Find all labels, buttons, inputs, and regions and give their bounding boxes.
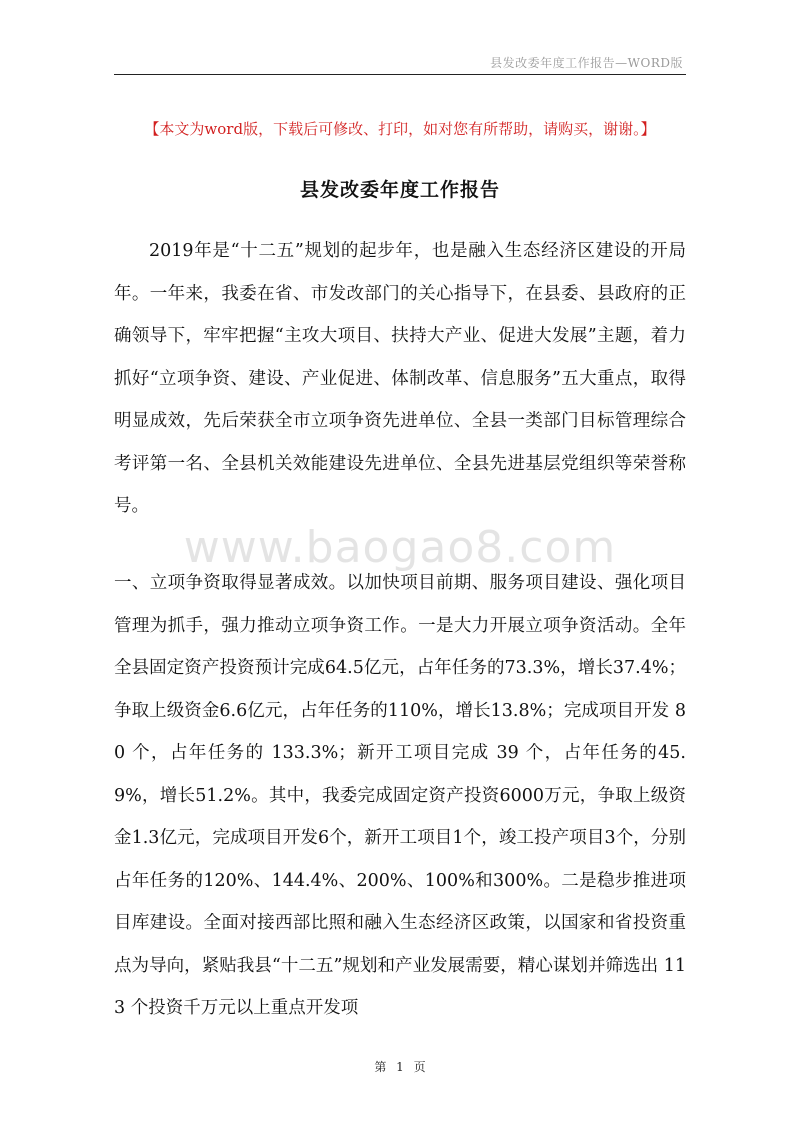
header-divider: [114, 74, 686, 75]
body-paragraph-section-1: 一、立项争资取得显著成效。以加快项目前期、服务项目建设、强化项目管理为抓手，强力推动立项争资工作。一是大力开展立项争资活动。全年全县固定资产投资预计完成64.5亿元，占年任务的73.3%，增长37.4%；争取上级资金6.6亿元，占年任务的110%，增长13.8%；完成项目开发 80 个，占年任务的 133.3%；新开工项目完成 39 个，占年任务的45.9%，增长51.2%。其中，我委完成固定资产投资6000万元，争取上级资金1.3亿元，完成项目开发6个，新开工项目1个，竣工投产项目3个，分别占年任务的120%、144.4%、200%、100%和300%。二是稳步推进项目库建设。全面对接西部比照和融入生态经济区政策，以国家和省投资重点为导向，紧贴我县“十二五”规划和产业发展需要，精心谋划并筛选出 113 个投资千万元以上重点开发项: [114, 573, 686, 1018]
body-paragraph-intro: 2019年是“十二五”规划的起步年，也是融入生态经济区建设的开局年。一年来，我委在省、市发改部门的关心指导下，在县委、县政府的正确领导下，牢牢把握“主攻大项目、扶持大产业、促进大发展”主题，着力抓好“立项争资、建设、产业促进、体制改革、信息服务”五大重点，取得明显成效，先后荣获全市立项争资先进单位、全县一类部门目标管理综合考评第一名、全县机关效能建设先进单位、全县先进基层党组织等荣誉称号。: [114, 241, 686, 516]
document-title: 县发改委年度工作报告: [299, 179, 500, 201]
page-number: 1: [396, 1060, 404, 1074]
running-header: 县发改委年度工作报告—WORD版: [490, 56, 683, 70]
page-footer: [0, 1058, 800, 1075]
footer-prefix: 第: [374, 1060, 387, 1074]
footer-suffix: 页: [413, 1060, 426, 1074]
purchase-notice: 【本文为word版，下载后可修改、打印，如对您有所帮助，请购买，谢谢。】: [144, 120, 656, 138]
watermark: www.baogao8.com: [183, 522, 617, 573]
